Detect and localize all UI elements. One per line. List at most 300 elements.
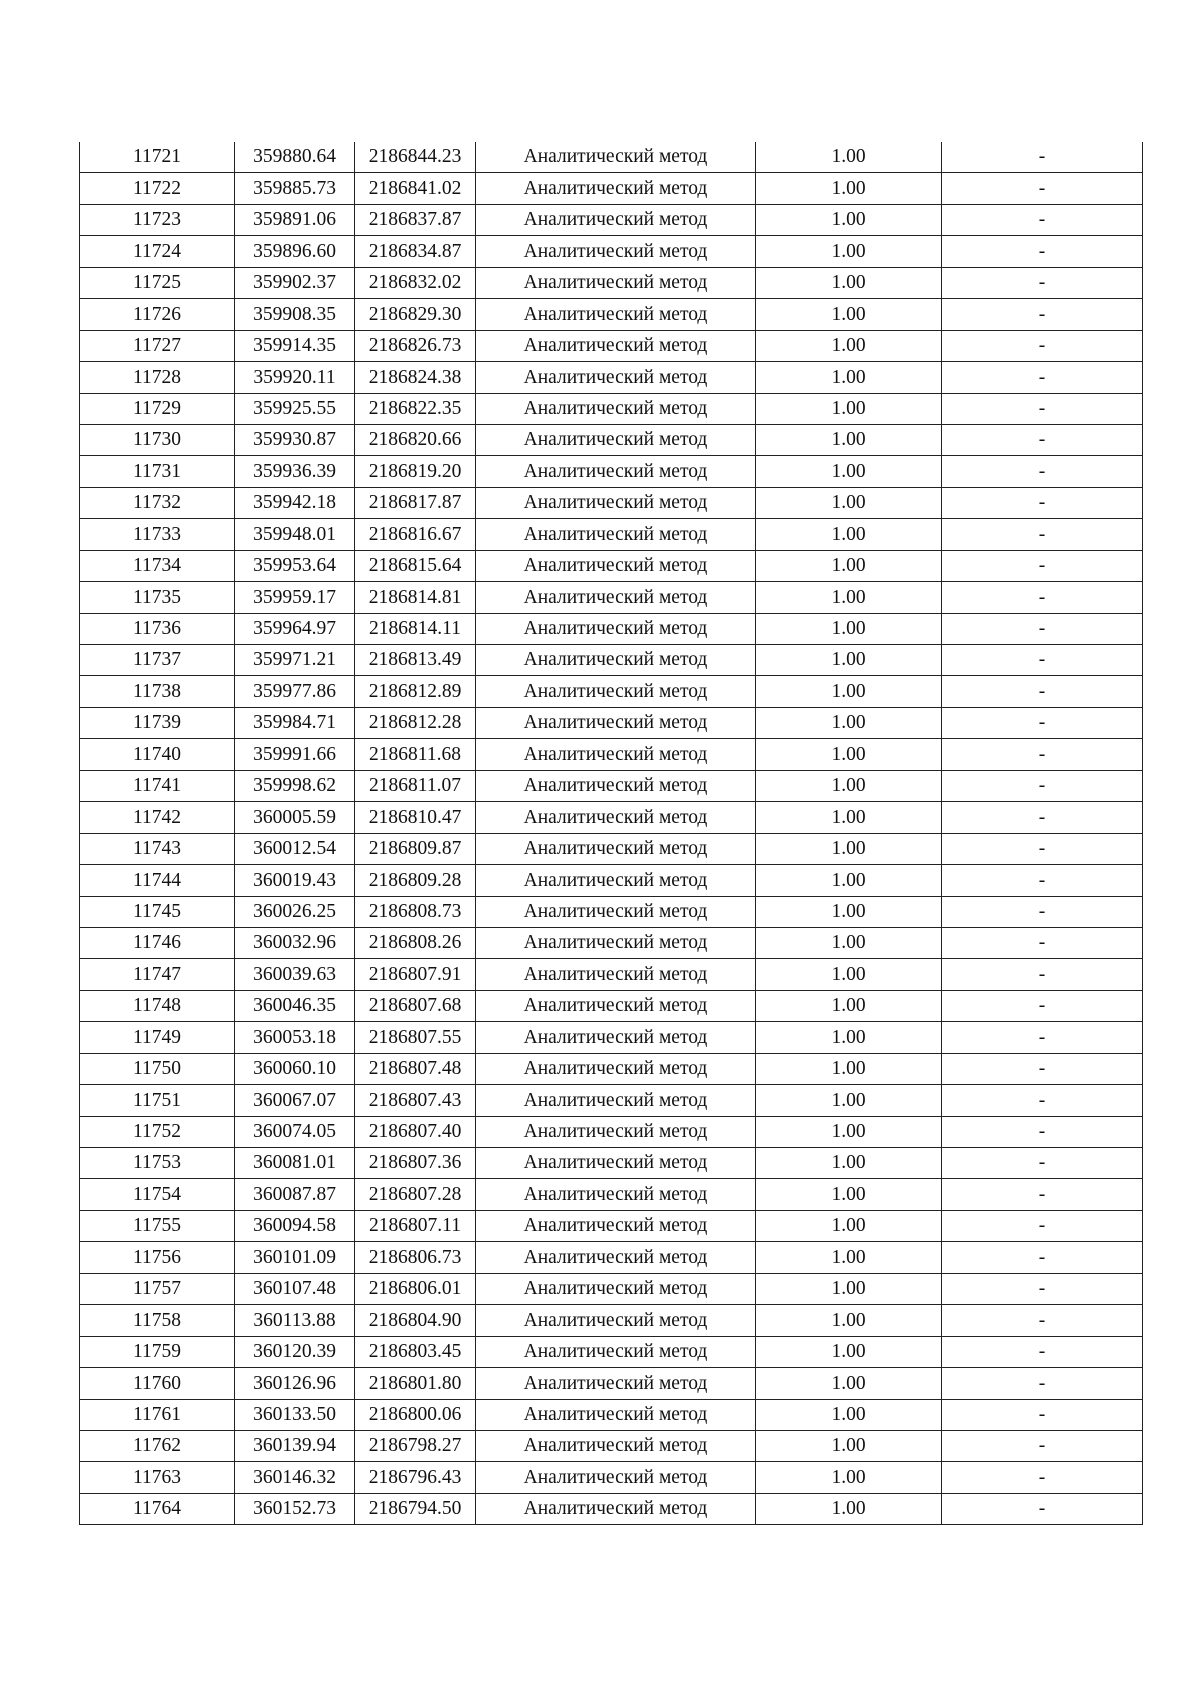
accuracy-cell: 1.00 (756, 1336, 942, 1367)
table-row (80, 739, 1143, 770)
accuracy-cell: 1.00 (756, 1368, 942, 1399)
method-cell: Аналитический метод (476, 1116, 756, 1147)
accuracy-cell: 1.00 (756, 519, 942, 550)
point-number-cell: 11739 (80, 707, 235, 738)
method-cell: Аналитический метод (476, 456, 756, 487)
point-number-cell: 11723 (80, 204, 235, 235)
x-coordinate-cell: 359964.97 (235, 613, 355, 644)
accuracy-cell: 1.00 (756, 173, 942, 204)
y-coordinate-cell: 2186822.35 (355, 393, 476, 424)
y-coordinate-cell: 2186794.50 (355, 1493, 476, 1524)
x-coordinate-cell: 359977.86 (235, 676, 355, 707)
y-coordinate-cell: 2186807.28 (355, 1179, 476, 1210)
table-row (80, 959, 1143, 990)
accuracy-cell: 1.00 (756, 676, 942, 707)
method-cell: Аналитический метод (476, 487, 756, 518)
description-cell: - (942, 393, 1143, 424)
accuracy-cell: 1.00 (756, 645, 942, 676)
point-number-cell: 11747 (80, 959, 235, 990)
y-coordinate-cell: 2186803.45 (355, 1336, 476, 1367)
description-cell: - (942, 990, 1143, 1021)
x-coordinate-cell: 360067.07 (235, 1085, 355, 1116)
x-coordinate-cell: 360074.05 (235, 1116, 355, 1147)
method-cell: Аналитический метод (476, 1462, 756, 1493)
y-coordinate-cell: 2186819.20 (355, 456, 476, 487)
point-number-cell: 11763 (80, 1462, 235, 1493)
point-number-cell: 11726 (80, 299, 235, 330)
point-number-cell: 11746 (80, 927, 235, 958)
description-cell: - (942, 1022, 1143, 1053)
description-cell: - (942, 1085, 1143, 1116)
description-cell: - (942, 299, 1143, 330)
y-coordinate-cell: 2186807.11 (355, 1210, 476, 1241)
point-number-cell: 11729 (80, 393, 235, 424)
x-coordinate-cell: 359991.66 (235, 739, 355, 770)
description-cell: - (942, 645, 1143, 676)
accuracy-cell: 1.00 (756, 770, 942, 801)
point-number-cell: 11761 (80, 1399, 235, 1430)
table-row (80, 330, 1143, 361)
point-number-cell: 11741 (80, 770, 235, 801)
y-coordinate-cell: 2186811.07 (355, 770, 476, 801)
accuracy-cell: 1.00 (756, 1210, 942, 1241)
description-cell: - (942, 267, 1143, 298)
accuracy-cell: 1.00 (756, 1462, 942, 1493)
table-row (80, 676, 1143, 707)
method-cell: Аналитический метод (476, 865, 756, 896)
accuracy-cell: 1.00 (756, 550, 942, 581)
x-coordinate-cell: 360081.01 (235, 1148, 355, 1179)
method-cell: Аналитический метод (476, 1022, 756, 1053)
table-row (80, 990, 1143, 1021)
table-row (80, 927, 1143, 958)
y-coordinate-cell: 2186820.66 (355, 424, 476, 455)
method-cell: Аналитический метод (476, 959, 756, 990)
point-number-cell: 11730 (80, 424, 235, 455)
description-cell: - (942, 204, 1143, 235)
accuracy-cell: 1.00 (756, 456, 942, 487)
table-row (80, 1273, 1143, 1304)
accuracy-cell: 1.00 (756, 1022, 942, 1053)
point-number-cell: 11721 (80, 142, 235, 173)
accuracy-cell: 1.00 (756, 833, 942, 864)
point-number-cell: 11738 (80, 676, 235, 707)
accuracy-cell: 1.00 (756, 299, 942, 330)
table-row (80, 802, 1143, 833)
x-coordinate-cell: 360019.43 (235, 865, 355, 896)
point-number-cell: 11744 (80, 865, 235, 896)
table-row (80, 1210, 1143, 1241)
x-coordinate-cell: 359908.35 (235, 299, 355, 330)
y-coordinate-cell: 2186804.90 (355, 1305, 476, 1336)
y-coordinate-cell: 2186809.87 (355, 833, 476, 864)
point-number-cell: 11758 (80, 1305, 235, 1336)
method-cell: Аналитический метод (476, 1368, 756, 1399)
method-cell: Аналитический метод (476, 393, 756, 424)
table-row (80, 1305, 1143, 1336)
x-coordinate-cell: 360039.63 (235, 959, 355, 990)
x-coordinate-cell: 360133.50 (235, 1399, 355, 1430)
description-cell: - (942, 833, 1143, 864)
method-cell: Аналитический метод (476, 362, 756, 393)
x-coordinate-cell: 360120.39 (235, 1336, 355, 1367)
method-cell: Аналитический метод (476, 833, 756, 864)
accuracy-cell: 1.00 (756, 267, 942, 298)
x-coordinate-cell: 359914.35 (235, 330, 355, 361)
x-coordinate-cell: 360053.18 (235, 1022, 355, 1053)
accuracy-cell: 1.00 (756, 1053, 942, 1084)
description-cell: - (942, 487, 1143, 518)
accuracy-cell: 1.00 (756, 896, 942, 927)
description-cell: - (942, 330, 1143, 361)
x-coordinate-cell: 359880.64 (235, 142, 355, 173)
accuracy-cell: 1.00 (756, 330, 942, 361)
x-coordinate-cell: 359925.55 (235, 393, 355, 424)
x-coordinate-cell: 359948.01 (235, 519, 355, 550)
description-cell: - (942, 550, 1143, 581)
method-cell: Аналитический метод (476, 1085, 756, 1116)
y-coordinate-cell: 2186808.26 (355, 927, 476, 958)
x-coordinate-cell: 360032.96 (235, 927, 355, 958)
accuracy-cell: 1.00 (756, 142, 942, 173)
method-cell: Аналитический метод (476, 739, 756, 770)
point-number-cell: 11764 (80, 1493, 235, 1524)
description-cell: - (942, 1430, 1143, 1461)
description-cell: - (942, 1179, 1143, 1210)
accuracy-cell: 1.00 (756, 362, 942, 393)
table-row (80, 1399, 1143, 1430)
description-cell: - (942, 1462, 1143, 1493)
x-coordinate-cell: 359920.11 (235, 362, 355, 393)
method-cell: Аналитический метод (476, 1242, 756, 1273)
x-coordinate-cell: 360046.35 (235, 990, 355, 1021)
point-number-cell: 11760 (80, 1368, 235, 1399)
table-row (80, 770, 1143, 801)
accuracy-cell: 1.00 (756, 613, 942, 644)
y-coordinate-cell: 2186814.11 (355, 613, 476, 644)
description-cell: - (942, 173, 1143, 204)
x-coordinate-cell: 359953.64 (235, 550, 355, 581)
table-row (80, 1179, 1143, 1210)
description-cell: - (942, 865, 1143, 896)
y-coordinate-cell: 2186796.43 (355, 1462, 476, 1493)
point-number-cell: 11727 (80, 330, 235, 361)
x-coordinate-cell: 360012.54 (235, 833, 355, 864)
point-number-cell: 11751 (80, 1085, 235, 1116)
description-cell: - (942, 927, 1143, 958)
table-row (80, 1148, 1143, 1179)
x-coordinate-cell: 360107.48 (235, 1273, 355, 1304)
y-coordinate-cell: 2186841.02 (355, 173, 476, 204)
table-row (80, 865, 1143, 896)
table-row (80, 645, 1143, 676)
y-coordinate-cell: 2186813.49 (355, 645, 476, 676)
method-cell: Аналитический метод (476, 896, 756, 927)
method-cell: Аналитический метод (476, 550, 756, 581)
method-cell: Аналитический метод (476, 802, 756, 833)
x-coordinate-cell: 359885.73 (235, 173, 355, 204)
method-cell: Аналитический метод (476, 142, 756, 173)
method-cell: Аналитический метод (476, 1305, 756, 1336)
table-row (80, 1022, 1143, 1053)
table-row (80, 142, 1143, 173)
description-cell: - (942, 707, 1143, 738)
accuracy-cell: 1.00 (756, 236, 942, 267)
x-coordinate-cell: 360113.88 (235, 1305, 355, 1336)
accuracy-cell: 1.00 (756, 927, 942, 958)
point-number-cell: 11753 (80, 1148, 235, 1179)
x-coordinate-cell: 359959.17 (235, 582, 355, 613)
table-row (80, 267, 1143, 298)
accuracy-cell: 1.00 (756, 739, 942, 770)
accuracy-cell: 1.00 (756, 990, 942, 1021)
accuracy-cell: 1.00 (756, 1399, 942, 1430)
y-coordinate-cell: 2186809.28 (355, 865, 476, 896)
description-cell: - (942, 613, 1143, 644)
coordinates-table-body (80, 142, 1143, 1525)
y-coordinate-cell: 2186832.02 (355, 267, 476, 298)
accuracy-cell: 1.00 (756, 1242, 942, 1273)
accuracy-cell: 1.00 (756, 1273, 942, 1304)
accuracy-cell: 1.00 (756, 707, 942, 738)
table-row (80, 424, 1143, 455)
description-cell: - (942, 362, 1143, 393)
method-cell: Аналитический метод (476, 582, 756, 613)
point-number-cell: 11734 (80, 550, 235, 581)
x-coordinate-cell: 360126.96 (235, 1368, 355, 1399)
accuracy-cell: 1.00 (756, 424, 942, 455)
method-cell: Аналитический метод (476, 267, 756, 298)
accuracy-cell: 1.00 (756, 393, 942, 424)
method-cell: Аналитический метод (476, 424, 756, 455)
y-coordinate-cell: 2186834.87 (355, 236, 476, 267)
point-number-cell: 11748 (80, 990, 235, 1021)
method-cell: Аналитический метод (476, 1336, 756, 1367)
table-row (80, 707, 1143, 738)
description-cell: - (942, 519, 1143, 550)
x-coordinate-cell: 360101.09 (235, 1242, 355, 1273)
point-number-cell: 11732 (80, 487, 235, 518)
method-cell: Аналитический метод (476, 519, 756, 550)
x-coordinate-cell: 360026.25 (235, 896, 355, 927)
description-cell: - (942, 456, 1143, 487)
table-row (80, 487, 1143, 518)
x-coordinate-cell: 359942.18 (235, 487, 355, 518)
y-coordinate-cell: 2186811.68 (355, 739, 476, 770)
accuracy-cell: 1.00 (756, 1430, 942, 1461)
method-cell: Аналитический метод (476, 990, 756, 1021)
table-row (80, 1368, 1143, 1399)
description-cell: - (942, 770, 1143, 801)
method-cell: Аналитический метод (476, 173, 756, 204)
table-row (80, 456, 1143, 487)
point-number-cell: 11722 (80, 173, 235, 204)
description-cell: - (942, 1148, 1143, 1179)
description-cell: - (942, 896, 1143, 927)
table-row (80, 833, 1143, 864)
y-coordinate-cell: 2186817.87 (355, 487, 476, 518)
method-cell: Аналитический метод (476, 927, 756, 958)
point-number-cell: 11759 (80, 1336, 235, 1367)
method-cell: Аналитический метод (476, 645, 756, 676)
description-cell: - (942, 1116, 1143, 1147)
y-coordinate-cell: 2186807.36 (355, 1148, 476, 1179)
method-cell: Аналитический метод (476, 770, 756, 801)
method-cell: Аналитический метод (476, 1148, 756, 1179)
table-row (80, 204, 1143, 235)
method-cell: Аналитический метод (476, 1493, 756, 1524)
method-cell: Аналитический метод (476, 1273, 756, 1304)
x-coordinate-cell: 359998.62 (235, 770, 355, 801)
y-coordinate-cell: 2186812.28 (355, 707, 476, 738)
description-cell: - (942, 739, 1143, 770)
x-coordinate-cell: 360146.32 (235, 1462, 355, 1493)
accuracy-cell: 1.00 (756, 487, 942, 518)
point-number-cell: 11750 (80, 1053, 235, 1084)
accuracy-cell: 1.00 (756, 1305, 942, 1336)
y-coordinate-cell: 2186816.67 (355, 519, 476, 550)
description-cell: - (942, 582, 1143, 613)
x-coordinate-cell: 359896.60 (235, 236, 355, 267)
method-cell: Аналитический метод (476, 236, 756, 267)
y-coordinate-cell: 2186807.68 (355, 990, 476, 1021)
table-row (80, 362, 1143, 393)
point-number-cell: 11724 (80, 236, 235, 267)
method-cell: Аналитический метод (476, 330, 756, 361)
method-cell: Аналитический метод (476, 1399, 756, 1430)
x-coordinate-cell: 359936.39 (235, 456, 355, 487)
y-coordinate-cell: 2186815.64 (355, 550, 476, 581)
x-coordinate-cell: 360094.58 (235, 1210, 355, 1241)
description-cell: - (942, 1210, 1143, 1241)
description-cell: - (942, 1493, 1143, 1524)
accuracy-cell: 1.00 (756, 1179, 942, 1210)
x-coordinate-cell: 360005.59 (235, 802, 355, 833)
point-number-cell: 11745 (80, 896, 235, 927)
y-coordinate-cell: 2186806.73 (355, 1242, 476, 1273)
table-row (80, 896, 1143, 927)
point-number-cell: 11756 (80, 1242, 235, 1273)
method-cell: Аналитический метод (476, 1179, 756, 1210)
table-row (80, 1053, 1143, 1084)
accuracy-cell: 1.00 (756, 204, 942, 235)
y-coordinate-cell: 2186807.43 (355, 1085, 476, 1116)
point-number-cell: 11737 (80, 645, 235, 676)
table-row (80, 1242, 1143, 1273)
table-row (80, 550, 1143, 581)
table-row (80, 1462, 1143, 1493)
method-cell: Аналитический метод (476, 204, 756, 235)
description-cell: - (942, 1242, 1143, 1273)
y-coordinate-cell: 2186814.81 (355, 582, 476, 613)
table-row (80, 1493, 1143, 1524)
table-row (80, 1116, 1143, 1147)
point-number-cell: 11742 (80, 802, 235, 833)
point-number-cell: 11752 (80, 1116, 235, 1147)
accuracy-cell: 1.00 (756, 1493, 942, 1524)
point-number-cell: 11731 (80, 456, 235, 487)
point-number-cell: 11728 (80, 362, 235, 393)
x-coordinate-cell: 359902.37 (235, 267, 355, 298)
method-cell: Аналитический метод (476, 707, 756, 738)
accuracy-cell: 1.00 (756, 582, 942, 613)
x-coordinate-cell: 359930.87 (235, 424, 355, 455)
y-coordinate-cell: 2186807.48 (355, 1053, 476, 1084)
accuracy-cell: 1.00 (756, 1085, 942, 1116)
y-coordinate-cell: 2186824.38 (355, 362, 476, 393)
description-cell: - (942, 676, 1143, 707)
y-coordinate-cell: 2186807.55 (355, 1022, 476, 1053)
method-cell: Аналитический метод (476, 299, 756, 330)
table-row (80, 173, 1143, 204)
method-cell: Аналитический метод (476, 676, 756, 707)
description-cell: - (942, 142, 1143, 173)
table-row (80, 519, 1143, 550)
y-coordinate-cell: 2186801.80 (355, 1368, 476, 1399)
point-number-cell: 11743 (80, 833, 235, 864)
x-coordinate-cell: 360087.87 (235, 1179, 355, 1210)
description-cell: - (942, 236, 1143, 267)
description-cell: - (942, 1273, 1143, 1304)
x-coordinate-cell: 359984.71 (235, 707, 355, 738)
method-cell: Аналитический метод (476, 1430, 756, 1461)
accuracy-cell: 1.00 (756, 865, 942, 896)
description-cell: - (942, 424, 1143, 455)
point-number-cell: 11735 (80, 582, 235, 613)
description-cell: - (942, 1336, 1143, 1367)
point-number-cell: 11725 (80, 267, 235, 298)
table-row (80, 393, 1143, 424)
x-coordinate-cell: 359971.21 (235, 645, 355, 676)
description-cell: - (942, 1368, 1143, 1399)
table-row (80, 1336, 1143, 1367)
table-row (80, 236, 1143, 267)
x-coordinate-cell: 360152.73 (235, 1493, 355, 1524)
x-coordinate-cell: 360060.10 (235, 1053, 355, 1084)
y-coordinate-cell: 2186798.27 (355, 1430, 476, 1461)
point-number-cell: 11733 (80, 519, 235, 550)
table-row (80, 1085, 1143, 1116)
accuracy-cell: 1.00 (756, 802, 942, 833)
point-number-cell: 11754 (80, 1179, 235, 1210)
description-cell: - (942, 959, 1143, 990)
accuracy-cell: 1.00 (756, 1116, 942, 1147)
y-coordinate-cell: 2186837.87 (355, 204, 476, 235)
description-cell: - (942, 802, 1143, 833)
y-coordinate-cell: 2186844.23 (355, 142, 476, 173)
point-number-cell: 11757 (80, 1273, 235, 1304)
point-number-cell: 11762 (80, 1430, 235, 1461)
y-coordinate-cell: 2186807.91 (355, 959, 476, 990)
point-number-cell: 11755 (80, 1210, 235, 1241)
description-cell: - (942, 1399, 1143, 1430)
table-row (80, 1430, 1143, 1461)
y-coordinate-cell: 2186829.30 (355, 299, 476, 330)
table-row (80, 299, 1143, 330)
point-number-cell: 11740 (80, 739, 235, 770)
table-row (80, 582, 1143, 613)
method-cell: Аналитический метод (476, 1053, 756, 1084)
x-coordinate-cell: 360139.94 (235, 1430, 355, 1461)
y-coordinate-cell: 2186806.01 (355, 1273, 476, 1304)
x-coordinate-cell: 359891.06 (235, 204, 355, 235)
description-cell: - (942, 1053, 1143, 1084)
accuracy-cell: 1.00 (756, 959, 942, 990)
method-cell: Аналитический метод (476, 613, 756, 644)
point-number-cell: 11749 (80, 1022, 235, 1053)
description-cell: - (942, 1305, 1143, 1336)
y-coordinate-cell: 2186800.06 (355, 1399, 476, 1430)
